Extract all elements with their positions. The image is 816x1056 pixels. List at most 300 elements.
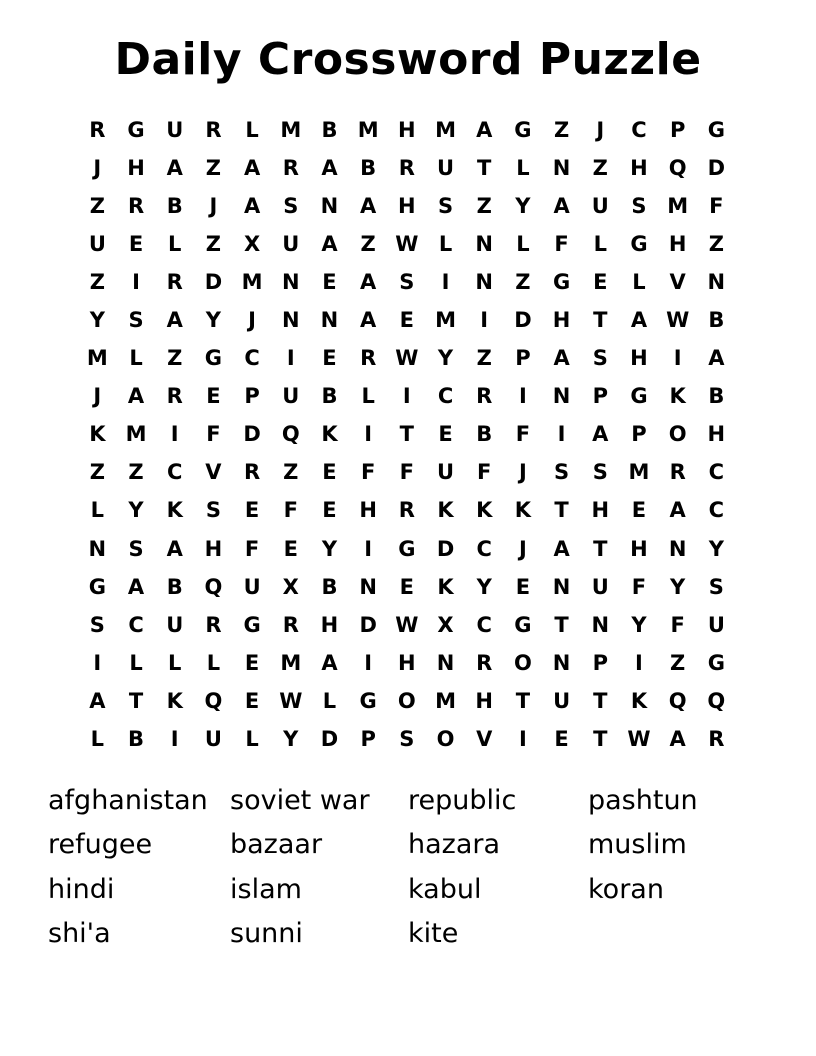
grid-letter: S: [437, 193, 454, 218]
grid-letter: P: [360, 727, 376, 752]
grid-letter: G: [707, 650, 725, 675]
grid-letter: N: [552, 384, 571, 409]
grid-letter: Q: [204, 688, 223, 713]
grid-letter: S: [128, 536, 144, 561]
grid-letter: A: [669, 498, 686, 523]
grid-letter: F: [631, 574, 647, 599]
grid-letter: E: [399, 574, 415, 599]
grid-letter: P: [592, 650, 608, 675]
grid-letter: I: [364, 536, 373, 561]
grid-letter: C: [476, 536, 492, 561]
grid-letter: S: [592, 460, 608, 485]
grid-letter: B: [321, 384, 338, 409]
grid-letter: M: [241, 269, 263, 294]
grid-letter: K: [166, 498, 183, 523]
grid-letter: E: [515, 574, 531, 599]
grid-letter: I: [518, 727, 527, 752]
page-title: Daily Crossword Puzzle: [114, 34, 702, 85]
grid-letter: Y: [437, 346, 454, 371]
grid-letter: R: [205, 117, 222, 142]
grid-letter: Z: [205, 231, 222, 256]
grid-letter: Z: [89, 193, 105, 218]
grid-letter: G: [127, 117, 145, 142]
grid-letter: G: [243, 612, 261, 637]
grid-letter: I: [480, 308, 489, 333]
grid-letter: T: [593, 727, 608, 752]
grid-letter: M: [435, 117, 456, 142]
grid-letter: C: [244, 346, 260, 371]
grid-letter: K: [437, 498, 454, 523]
grid-letter: I: [132, 269, 140, 294]
grid-letter: V: [669, 269, 686, 294]
grid-letter: S: [283, 193, 299, 218]
grid-letter: R: [398, 155, 415, 180]
grid-letter: P: [631, 422, 647, 447]
grid-letter: A: [89, 688, 106, 713]
grid-letter: H: [630, 536, 648, 561]
grid-letter: Y: [515, 193, 531, 218]
grid-letter: N: [707, 269, 726, 294]
grid-letter: N: [668, 536, 687, 561]
grid-letter: L: [168, 650, 182, 675]
grid-letter: A: [127, 384, 145, 409]
grid-letter: J: [93, 384, 102, 409]
grid-letter: P: [244, 384, 260, 409]
grid-letter: A: [553, 346, 570, 371]
grid-letter: U: [204, 727, 222, 752]
grid-letter: S: [631, 193, 647, 218]
grid-letter: R: [282, 155, 299, 180]
grid-letter: N: [552, 650, 571, 675]
grid-letter: G: [359, 688, 377, 713]
grid-letter: A: [476, 117, 493, 142]
grid-letter: K: [669, 384, 686, 409]
word-list-item: muslim: [588, 829, 687, 861]
grid-letter: A: [360, 308, 377, 333]
grid-letter: M: [280, 117, 302, 142]
grid-letter: E: [322, 346, 337, 371]
grid-letter: L: [632, 269, 646, 294]
grid-letter: O: [436, 727, 455, 752]
grid-letter: E: [399, 308, 415, 333]
grid-letter: C: [708, 460, 725, 485]
grid-letter: F: [283, 498, 298, 523]
grid-letter: I: [441, 269, 450, 294]
grid-letter: R: [669, 460, 686, 485]
grid-letter: W: [627, 727, 651, 752]
grid-letter: A: [669, 727, 686, 752]
grid-letter: G: [630, 384, 648, 409]
grid-letter: N: [281, 269, 300, 294]
grid-letter: E: [128, 231, 144, 256]
grid-letter: P: [669, 117, 686, 142]
grid-letter: H: [204, 536, 223, 561]
grid-letter: L: [322, 688, 337, 713]
grid-letter: L: [516, 231, 530, 256]
grid-letter: N: [475, 231, 493, 256]
grid-letter: K: [630, 688, 648, 713]
grid-letter: Z: [89, 460, 105, 485]
grid-letter: X: [243, 231, 261, 256]
grid-letter: T: [128, 688, 144, 713]
grid-letter: R: [244, 460, 261, 485]
grid-letter: I: [93, 650, 102, 675]
grid-letter: J: [518, 536, 527, 561]
grid-letter: V: [205, 460, 222, 485]
grid-letter: J: [518, 460, 527, 485]
grid-letter: I: [170, 727, 179, 752]
grid-letter: B: [321, 574, 338, 599]
grid-letter: Z: [476, 346, 492, 371]
grid-letter: L: [245, 117, 259, 142]
grid-letter: L: [516, 155, 530, 180]
grid-letter: R: [708, 727, 725, 752]
grid-letter: Z: [128, 460, 144, 485]
word-list-item: refugee: [48, 829, 153, 861]
grid-letter: R: [360, 346, 377, 371]
grid-letter: Y: [708, 536, 724, 561]
grid-letter: Q: [281, 422, 300, 447]
grid-letter: F: [477, 460, 492, 485]
grid-letter: F: [709, 193, 724, 218]
grid-letter: G: [630, 231, 648, 256]
grid-letter: L: [206, 650, 221, 675]
grid-letter: Z: [283, 460, 299, 485]
grid-letter: D: [204, 269, 223, 294]
grid-letter: A: [553, 193, 570, 218]
grid-letter: T: [554, 498, 569, 523]
grid-letter: L: [168, 231, 182, 256]
grid-letter: W: [395, 346, 419, 371]
grid-letter: T: [399, 422, 414, 447]
grid-letter: U: [166, 117, 184, 142]
grid-letter: S: [708, 574, 724, 599]
grid-letter: B: [166, 574, 183, 599]
grid-letter: N: [436, 650, 455, 675]
wordsearch-grid: [78, 111, 736, 759]
grid-letter: M: [86, 346, 108, 371]
grid-letter: G: [514, 612, 532, 637]
grid-letter: J: [209, 193, 218, 218]
grid-letter: S: [399, 727, 415, 752]
grid-letter: N: [475, 269, 493, 294]
grid-letter: B: [708, 384, 725, 409]
grid-letter: Z: [476, 193, 492, 218]
grid-letter: K: [476, 498, 493, 523]
grid-letter: F: [360, 460, 376, 485]
grid-letter: E: [244, 650, 260, 675]
grid-letter: F: [670, 612, 685, 637]
grid-letter: P: [515, 346, 531, 371]
grid-letter: A: [321, 155, 338, 180]
grid-letter: Y: [128, 498, 144, 523]
grid-letter: G: [514, 117, 532, 142]
grid-letter: N: [591, 612, 610, 637]
grid-letter: U: [282, 384, 300, 409]
grid-letter: C: [167, 460, 183, 485]
grid-letter: T: [593, 308, 608, 333]
grid-letter: A: [592, 422, 609, 447]
grid-letter: R: [476, 650, 493, 675]
grid-letter: Q: [707, 688, 726, 713]
grid-letter: C: [708, 498, 725, 523]
grid-letter: G: [552, 269, 571, 294]
grid-letter: Z: [708, 231, 724, 256]
word-list-item: koran: [588, 873, 664, 905]
grid-letter: R: [89, 117, 106, 142]
grid-letter: W: [279, 688, 303, 713]
word-list-item: afghanistan: [48, 784, 208, 816]
word-list-item: kite: [408, 918, 459, 950]
grid-letter: I: [364, 650, 373, 675]
grid-letter: A: [630, 308, 648, 333]
grid-letter: A: [243, 193, 261, 218]
grid-letter: I: [518, 384, 527, 409]
grid-letter: H: [127, 155, 145, 180]
grid-letter: H: [630, 155, 648, 180]
grid-letter: E: [438, 422, 453, 447]
grid-letter: S: [399, 269, 415, 294]
grid-letter: M: [357, 117, 379, 142]
grid-letter: D: [243, 422, 261, 447]
grid-letter: O: [397, 688, 416, 713]
grid-letter: Z: [670, 650, 686, 675]
grid-letter: I: [170, 422, 179, 447]
grid-letter: N: [320, 308, 339, 333]
grid-letter: S: [89, 612, 105, 637]
grid-letter: S: [205, 498, 221, 523]
grid-letter: E: [554, 727, 569, 752]
grid-letter: Y: [321, 536, 338, 561]
grid-letter: X: [437, 612, 454, 637]
grid-letter: K: [321, 422, 338, 447]
grid-letter: O: [513, 650, 532, 675]
grid-letter: Z: [553, 117, 570, 142]
grid-letter: A: [243, 155, 261, 180]
grid-letter: N: [552, 574, 571, 599]
grid-letter: U: [243, 574, 261, 599]
grid-letter: M: [125, 422, 147, 447]
grid-letter: U: [591, 193, 609, 218]
grid-letter: G: [204, 346, 223, 371]
grid-letter: R: [398, 498, 415, 523]
grid-letter: U: [437, 155, 455, 180]
word-list-item: bazaar: [230, 829, 323, 861]
grid-letter: Z: [515, 269, 531, 294]
grid-letter: D: [320, 727, 339, 752]
grid-letter: B: [166, 193, 183, 218]
grid-letter: K: [514, 498, 532, 523]
grid-letter: A: [166, 155, 183, 180]
grid-letter: D: [436, 536, 455, 561]
grid-letter: Y: [89, 308, 105, 333]
grid-letter: E: [593, 269, 608, 294]
grid-letter: F: [206, 422, 221, 447]
grid-letter: B: [476, 422, 493, 447]
grid-letter: T: [593, 688, 608, 713]
grid-letter: I: [557, 422, 566, 447]
grid-letter: Y: [670, 574, 686, 599]
grid-letter: B: [321, 117, 338, 142]
word-list-item: pashtun: [588, 784, 698, 816]
grid-letter: L: [438, 231, 453, 256]
grid-letter: H: [707, 422, 726, 447]
grid-letter: S: [554, 460, 570, 485]
grid-letter: Q: [668, 688, 687, 713]
grid-letter: L: [245, 727, 259, 752]
grid-letter: W: [395, 231, 419, 256]
grid-letter: R: [476, 384, 493, 409]
grid-letter: D: [514, 308, 532, 333]
grid-letter: D: [707, 155, 726, 180]
grid-letter: B: [708, 308, 725, 333]
grid-letter: A: [321, 650, 338, 675]
grid-letter: Z: [167, 346, 183, 371]
grid-letter: H: [668, 231, 687, 256]
grid-letter: H: [398, 117, 416, 142]
grid-letter: E: [244, 498, 260, 523]
grid-letter: E: [322, 269, 337, 294]
grid-letter: U: [166, 612, 184, 637]
grid-letter: M: [667, 193, 689, 218]
grid-letter: T: [477, 155, 492, 180]
grid-letter: J: [248, 308, 256, 333]
grid-letter: U: [437, 460, 455, 485]
grid-letter: U: [553, 688, 571, 713]
grid-letter: A: [321, 231, 338, 256]
grid-letter: S: [128, 308, 144, 333]
grid-letter: R: [166, 384, 183, 409]
grid-letter: G: [707, 117, 725, 142]
grid-letter: L: [129, 346, 143, 371]
grid-letter: H: [398, 650, 416, 675]
grid-letter: M: [435, 308, 456, 333]
grid-letter: H: [320, 612, 339, 637]
grid-letter: U: [591, 574, 609, 599]
grid-letter: M: [435, 688, 456, 713]
grid-letter: U: [88, 231, 106, 256]
grid-letter: Y: [476, 574, 492, 599]
grid-letter: A: [127, 574, 145, 599]
grid-letter: J: [93, 155, 102, 180]
grid-letter: H: [552, 308, 571, 333]
grid-letter: H: [359, 498, 377, 523]
grid-letter: G: [398, 536, 416, 561]
grid-letter: F: [244, 536, 260, 561]
grid-letter: I: [673, 346, 682, 371]
word-list-item: hindi: [48, 873, 115, 905]
grid-letter: C: [476, 612, 492, 637]
grid-letter: B: [128, 727, 145, 752]
grid-letter: A: [708, 346, 725, 371]
grid-letter: C: [128, 612, 144, 637]
grid-letter: N: [320, 193, 339, 218]
grid-letter: I: [364, 422, 373, 447]
grid-letter: H: [475, 688, 493, 713]
grid-letter: K: [89, 422, 106, 447]
word-list: [48, 778, 758, 956]
grid-letter: T: [593, 536, 608, 561]
grid-letter: E: [322, 460, 337, 485]
grid-letter: Y: [631, 612, 647, 637]
grid-letter: B: [360, 155, 377, 180]
grid-letter: H: [591, 498, 610, 523]
grid-letter: L: [361, 384, 375, 409]
grid-letter: C: [437, 384, 454, 409]
grid-letter: D: [359, 612, 377, 637]
grid-letter: A: [553, 536, 570, 561]
grid-letter: Z: [592, 155, 608, 180]
grid-letter: Z: [205, 155, 222, 180]
grid-letter: Q: [668, 155, 687, 180]
grid-letter: N: [281, 308, 300, 333]
grid-letter: W: [666, 308, 690, 333]
grid-letter: R: [282, 612, 299, 637]
grid-letter: A: [360, 193, 377, 218]
grid-letter: W: [395, 612, 419, 637]
grid-letter: M: [628, 460, 650, 485]
word-list-item: sunni: [230, 918, 303, 950]
grid-letter: I: [286, 346, 295, 371]
grid-letter: X: [282, 574, 299, 599]
grid-letter: G: [88, 574, 106, 599]
grid-letter: C: [631, 117, 647, 142]
grid-letter: I: [402, 384, 411, 409]
grid-letter: M: [280, 650, 302, 675]
grid-letter: T: [515, 688, 531, 713]
grid-letter: P: [592, 384, 608, 409]
grid-letter: Z: [360, 231, 376, 256]
grid-letter: U: [707, 612, 725, 637]
grid-letter: E: [322, 498, 337, 523]
grid-letter: Y: [283, 727, 299, 752]
grid-letter: A: [166, 308, 183, 333]
grid-letter: Y: [205, 308, 222, 333]
grid-letter: H: [398, 193, 416, 218]
grid-letter: L: [90, 498, 105, 523]
word-list-item: shi'a: [48, 918, 111, 950]
grid-letter: E: [206, 384, 221, 409]
grid-letter: Q: [204, 574, 223, 599]
grid-letter: A: [166, 536, 183, 561]
grid-letter: F: [515, 422, 531, 447]
grid-letter: N: [359, 574, 377, 599]
grid-letter: E: [631, 498, 647, 523]
grid-letter: J: [596, 117, 605, 142]
grid-letter: A: [360, 269, 377, 294]
grid-letter: R: [127, 193, 145, 218]
grid-letter: L: [593, 231, 607, 256]
grid-letter: R: [205, 612, 222, 637]
grid-letter: K: [166, 688, 183, 713]
word-list-item: republic: [408, 784, 517, 816]
grid-letter: Z: [89, 269, 105, 294]
grid-letter: R: [166, 269, 183, 294]
grid-letter: E: [283, 536, 298, 561]
grid-letter: K: [437, 574, 454, 599]
word-list-item: kabul: [408, 873, 482, 905]
grid-letter: V: [476, 727, 493, 752]
grid-letter: H: [630, 346, 648, 371]
grid-letter: F: [554, 231, 569, 256]
word-list-item: islam: [230, 873, 302, 905]
word-list-item: hazara: [408, 829, 501, 861]
grid-letter: O: [668, 422, 687, 447]
grid-letter: L: [129, 650, 143, 675]
grid-letter: T: [554, 612, 569, 637]
grid-letter: U: [282, 231, 300, 256]
grid-letter: N: [88, 536, 107, 561]
